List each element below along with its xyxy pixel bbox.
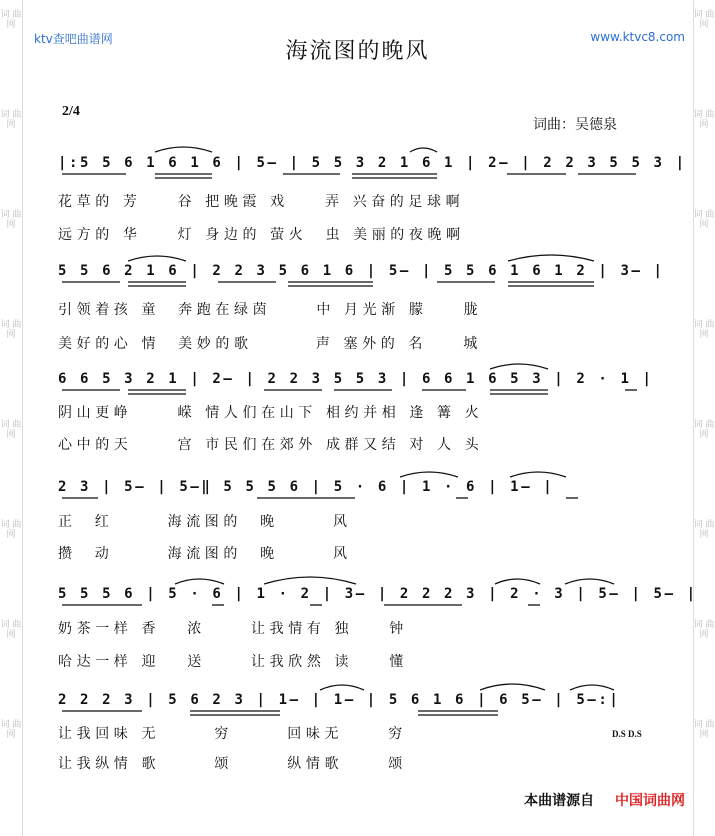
source-label: 本曲谱源自 <box>524 793 595 809</box>
watermark-left: 词 曲 网 <box>0 210 22 230</box>
watermark-left: 词 曲 网 <box>0 420 22 440</box>
dal-segno-mark: D.S D.S <box>612 729 642 739</box>
notation-line: |:5 5 6 1 6 1 6 | 5— | 5 5 3 2 1 6 1 | 2— | 2 2 3 5 5 3 | <box>58 155 687 171</box>
site-link-left[interactable]: ktv查吧曲谱网 <box>34 32 113 46</box>
lyric-verse-1: 阴山更峥 嵘 情人们在山下 相约并相 逢 篝 火 <box>58 405 484 421</box>
watermark-right: 词 曲 网 <box>693 520 715 540</box>
lyric-verse-1: 引领着孩 童 奔跑在绿茵 中 月光渐 朦 胧 <box>58 302 483 318</box>
lyric-verse-1: 让我回味 无 穷 回味无 穷 <box>58 726 407 742</box>
notation-line: 5 5 5 6 | 5 · 6 | 1 · 2 | 3— | 2 2 2 3 | 2 · 3 | 5— | 5— | <box>58 586 698 602</box>
watermark-right: 词 曲 网 <box>693 210 715 230</box>
watermark-right: 词 曲 网 <box>693 420 715 440</box>
lyric-verse-1: 花草的 芳 谷 把晚霞 戏 弄 兴奋的足球啊 <box>58 194 465 210</box>
watermark-right: 词 曲 网 <box>693 620 715 640</box>
lyric-verse-1: 正 红 海流图的 晚 风 <box>58 514 352 530</box>
watermark-left: 词 曲 网 <box>0 520 22 540</box>
watermark-right: 词 曲 网 <box>693 10 715 30</box>
lyric-verse-2: 美好的心 情 美妙的歌 声 塞外的 名 城 <box>58 336 482 352</box>
lyric-verse-1: 奶茶一样 香 浓 让我情有 独 钟 <box>58 621 408 637</box>
source-footer <box>524 790 685 810</box>
notation-line: 5 5 6 2 1 6 | 2 2 3 5 6 1 6 | 5— | 5 5 6 1 6 1 2 | 3— | <box>58 263 665 279</box>
watermark-left: 词 曲 网 <box>0 320 22 340</box>
lyric-verse-2: 让我纵情 歌 颂 纵情歌 颂 <box>58 756 407 772</box>
watermark-right: 词 曲 网 <box>693 720 715 740</box>
watermark-right: 词 曲 网 <box>693 320 715 340</box>
site-link-right[interactable]: www.ktvc8.com <box>590 30 685 44</box>
composer-credit: 词曲：吴德泉 <box>533 117 617 133</box>
watermark-right: 词 曲 网 <box>693 110 715 130</box>
lyric-verse-2: 攒 动 海流图的 晚 风 <box>58 546 352 562</box>
source-site-link[interactable]: 中国词曲网 <box>615 793 685 809</box>
notation-line: 2 2 2 3 | 5 6 2 3 | 1— | 1— | 5 6 1 6 | 6 5— | 5—:| <box>58 692 621 708</box>
lyric-verse-2: 哈达一样 迎 送 让我欣然 读 懂 <box>58 654 408 670</box>
watermark-left: 词 曲 网 <box>0 110 22 130</box>
notation-line: 2 3 | 5— | 5—‖ 5 5 5 6 | 5 · 6 | 1 · 6 | 1— | <box>58 479 555 495</box>
song-title: 海流图的晚风 <box>285 39 430 64</box>
lyric-verse-2: 远方的 华 灯 身边的 萤火 虫 美丽的夜晚啊 <box>58 227 465 243</box>
notation-line: 6 6 5 3 2 1 | 2— | 2 2 3 5 5 3 | 6 6 1 6 5 3 | 2 · 1 | <box>58 371 654 387</box>
watermark-left: 词 曲 网 <box>0 10 22 30</box>
watermark-left: 词 曲 网 <box>0 720 22 740</box>
time-signature: 2/4 <box>62 104 80 119</box>
lyric-verse-2: 心中的天 宫 市民们在郊外 成群又结 对 人 头 <box>58 437 484 453</box>
watermark-left: 词 曲 网 <box>0 620 22 640</box>
